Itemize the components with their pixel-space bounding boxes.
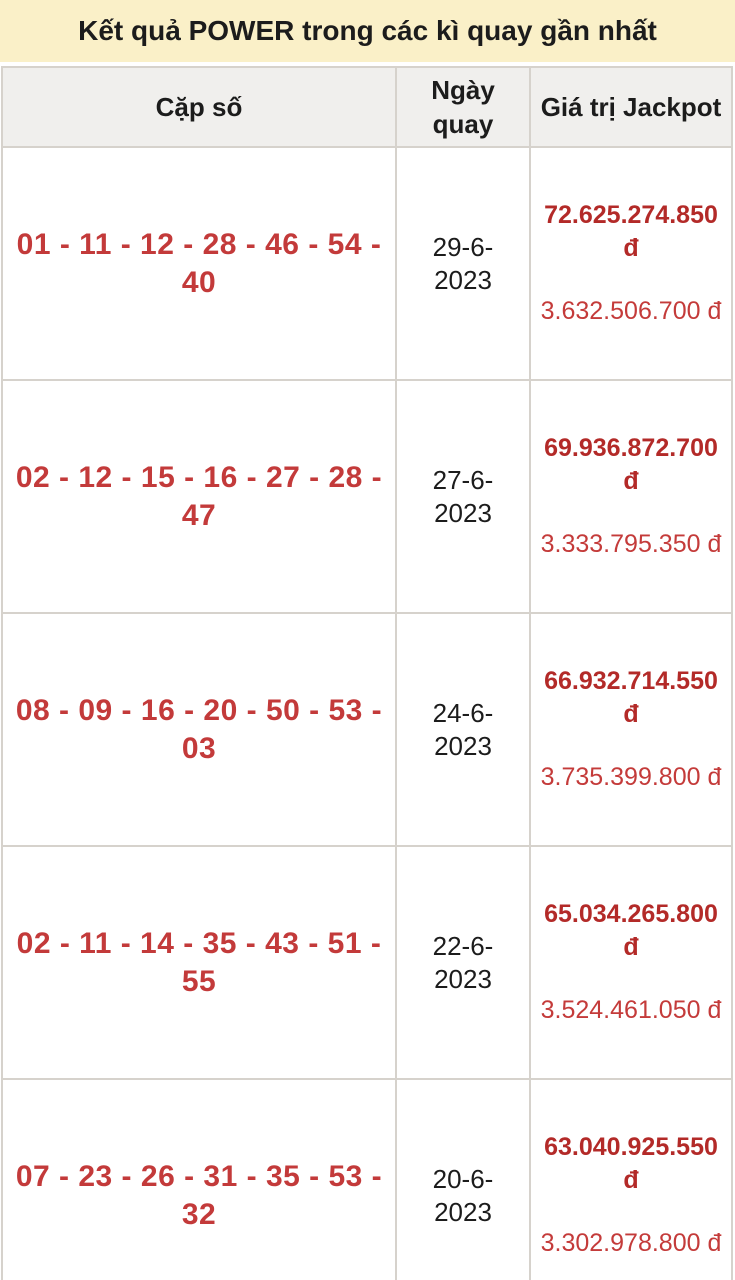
- winning-numbers: 01 - 11 - 12 - 28 - 46 - 54 - 40: [2, 147, 396, 380]
- draw-date: 22-6-2023: [396, 846, 530, 1079]
- draw-date: 29-6-2023: [396, 147, 530, 380]
- jackpot2-value: 3.524.461.050 đ: [540, 996, 722, 1024]
- col-header-jackpot: Giá trị Jackpot: [530, 67, 732, 147]
- winning-numbers: 08 - 09 - 16 - 20 - 50 - 53 - 03: [2, 613, 396, 846]
- jackpot-values: [530, 380, 732, 613]
- jackpot2-value: 3.735.399.800 đ: [540, 763, 722, 791]
- winning-numbers: 07 - 23 - 26 - 31 - 35 - 53 - 32: [2, 1079, 396, 1280]
- jackpot-values: [530, 1079, 732, 1280]
- col-header-numbers: Cặp số: [2, 67, 396, 147]
- results-table: [1, 66, 733, 1280]
- jackpot1-value: 72.625.274.850 đ: [544, 201, 718, 262]
- header-row: [2, 67, 732, 147]
- table-row: [2, 147, 732, 380]
- page-title: Kết quả POWER trong các kì quay gần nhất: [0, 0, 735, 62]
- jackpot1-value: 65.034.265.800 đ: [544, 900, 718, 961]
- draw-date: 20-6-2023: [396, 1079, 530, 1280]
- jackpot2-value: 3.632.506.700 đ: [540, 297, 722, 325]
- col-header-date: Ngày quay: [396, 67, 530, 147]
- jackpot1-value: 69.936.872.700 đ: [544, 434, 718, 495]
- jackpot2-value: 3.333.795.350 đ: [540, 530, 722, 558]
- table-row: [2, 380, 732, 613]
- winning-numbers: 02 - 11 - 14 - 35 - 43 - 51 - 55: [2, 846, 396, 1079]
- winning-numbers: 02 - 12 - 15 - 16 - 27 - 28 - 47: [2, 380, 396, 613]
- draw-date: 24-6-2023: [396, 613, 530, 846]
- jackpot1-value: 66.932.714.550 đ: [544, 667, 718, 728]
- jackpot-values: [530, 613, 732, 846]
- table-row: [2, 1079, 732, 1280]
- jackpot-values: [530, 147, 732, 380]
- jackpot-values: [530, 846, 732, 1079]
- jackpot2-value: 3.302.978.800 đ: [540, 1229, 722, 1257]
- jackpot1-value: 63.040.925.550 đ: [544, 1133, 718, 1194]
- draw-date: 27-6-2023: [396, 380, 530, 613]
- table-row: [2, 846, 732, 1079]
- table-row: [2, 613, 732, 846]
